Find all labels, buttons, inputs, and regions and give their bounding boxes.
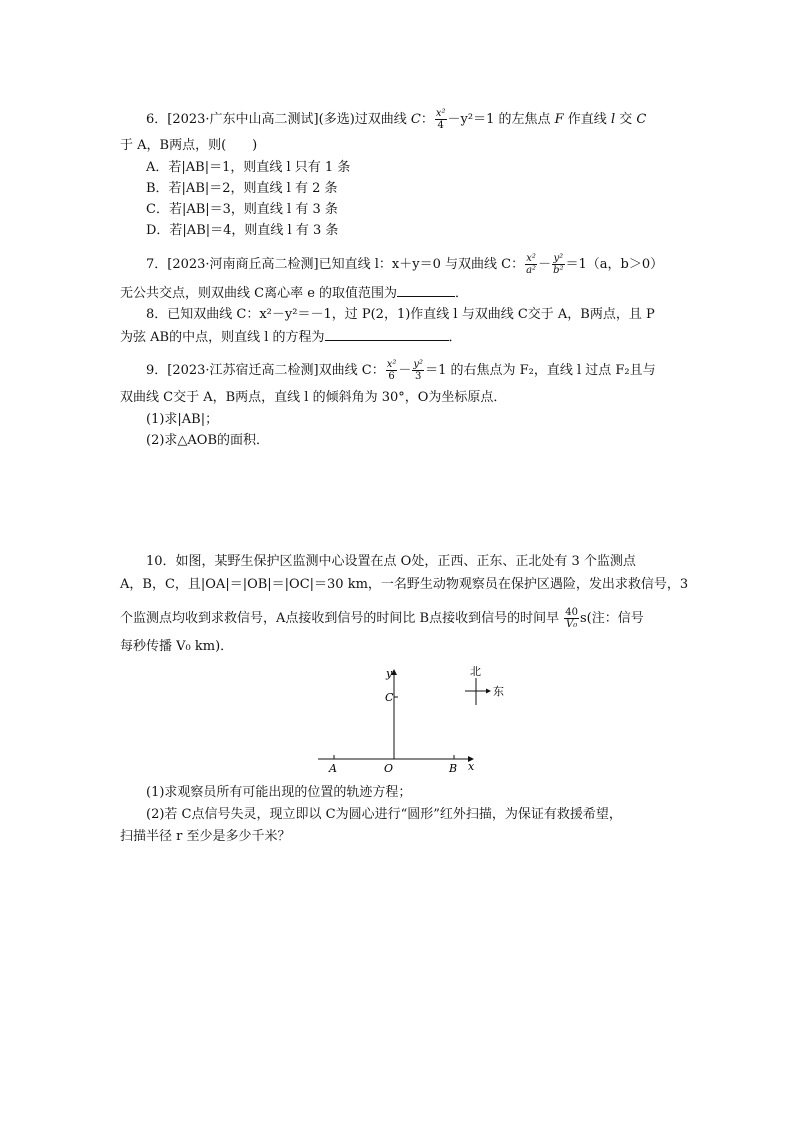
q10-line1: 10．如图，某野生保护区监测中心设置在点 O处，正西、正东、正北处有 3 个监测点 — [146, 554, 636, 569]
coordinate-figure — [300, 655, 520, 780]
q6-option-a: A．若|AB|＝1，则直线 l 只有 1 条 — [146, 160, 351, 175]
q9-fraction-1: $\frac{\text{x²}}{6}$ — [386, 359, 397, 382]
q6-option-c: C．若|AB|＝3，则直线 l 有 3 条 — [146, 202, 338, 217]
q9-sub2: (2)求△AOB的面积． — [146, 433, 270, 448]
q9-line2: 双曲线 C交于 A，B两点，直线 l 的倾斜角为 30°，O为坐标原点． — [120, 390, 507, 405]
q7-answer-blank[interactable] — [397, 284, 455, 297]
q10-sub2: (2)若 C点信号失灵，现立即以 C为圆心进行“圆形”红外扫描，为保证有救援希望， — [146, 807, 622, 822]
q6-text-b: －y²＝1 的左焦点 — [447, 112, 555, 127]
q10-line2: A，B，C，且|OA|＝|OB|＝|OC|＝30 km，一名野生动物观察员在保护区遇险，发出求救信号，3 — [120, 577, 689, 592]
q6-text-d: 作直线 — [563, 112, 611, 127]
point-c-label: C — [385, 691, 394, 704]
q6-option-b: B．若|AB|＝2，则直线 l 有 2 条 — [146, 181, 338, 196]
q7-minus: － — [538, 257, 552, 272]
q6-text-a: 6．[2023·广东中山高二测试](多选)过双曲线 — [146, 112, 411, 127]
q8-text-a: 为弦 AB的中点，则直线 l 的方程为 — [120, 330, 325, 345]
q7-fraction-2: $\frac{\text{y²}}{\text{b²}}$ — [553, 253, 564, 276]
point-b-label: B — [449, 762, 458, 775]
q7-period: ． — [455, 286, 469, 301]
q6-text-f: 交 — [615, 112, 637, 127]
q6-line-name: l — [610, 112, 616, 127]
q9-fraction-2: $\frac{\text{y²}}{3}$ — [413, 359, 424, 382]
q7-line1 — [146, 253, 663, 276]
q6-curve-ref: C — [636, 112, 647, 127]
q9-text-a: 9．[2023·江苏宿迁高二检测]双曲线 C： — [146, 363, 385, 378]
q10-text-b: s(注：信号 — [579, 611, 644, 626]
y-axis-label: y — [386, 667, 393, 680]
q6-focus-name: F — [554, 112, 564, 127]
north-label: 北 — [470, 665, 481, 678]
q10-fraction: $\frac{40}{\text{V₀}}$ — [565, 607, 578, 630]
q9-sub1: (1)求|AB|； — [146, 412, 219, 427]
q7-text-b: ＝1（a，b＞0） — [565, 257, 664, 272]
q7-line2 — [120, 284, 468, 303]
q7-text-a: 7．[2023·河南商丘高二检测]已知直线 l：x＋y＝0 与双曲线 C： — [146, 257, 525, 272]
origin-label: O — [384, 762, 394, 775]
q10-line3 — [120, 607, 644, 630]
q10-sub1: (1)求观察员所有可能出现的位置的轨迹方程； — [146, 785, 412, 800]
q6-fraction: $\frac{\text{x²}}{4}$ — [435, 108, 446, 131]
q6-option-d: D．若|AB|＝4，则直线 l 有 3 条 — [146, 223, 339, 238]
q10-sub2-cont: 扫描半径 r 至少是多少千米？ — [120, 829, 291, 844]
q8-line2 — [120, 328, 462, 347]
q6-line2: 于 A，B两点，则( ) — [120, 138, 258, 153]
q7-text-c: 无公共交点，则双曲线 C离心率 e 的取值范围为 — [120, 286, 398, 301]
east-label: 东 — [493, 685, 504, 698]
q7-fraction-1: $\frac{\text{x²}}{\text{a²}}$ — [526, 253, 537, 276]
q10-text-a: 个监测点均收到求救信号，A点接收到信号的时间比 B点接收到信号的时间早 — [120, 611, 564, 626]
q9-minus: － — [398, 363, 412, 378]
compass-east-arrow — [486, 689, 491, 694]
q8-answer-blank[interactable] — [325, 328, 449, 341]
q9-line1 — [146, 359, 656, 382]
q6-line1: 6．[2023·广东中山高二测试](多选)过双曲线 C： $\frac{\text{x²}}{4}$ －y²＝1 的左焦点 F 作直线 l 交 C — [146, 108, 647, 131]
q8-line1: 8．已知双曲线 C：x²－y²＝－1，过 P(2，1)作直线 l 与双曲线 C交于 A，B两点，且 P — [146, 307, 655, 322]
q6-curve-name: C — [410, 112, 421, 127]
q9-text-b: ＝1 的右焦点为 F₂，直线 l 过点 F₂且与 — [425, 363, 656, 378]
point-a-label: A — [329, 762, 337, 775]
q8-period: ． — [448, 330, 462, 345]
x-axis-label: x — [468, 760, 475, 773]
q10-line4: 每秒传播 V₀ km)． — [120, 639, 234, 654]
